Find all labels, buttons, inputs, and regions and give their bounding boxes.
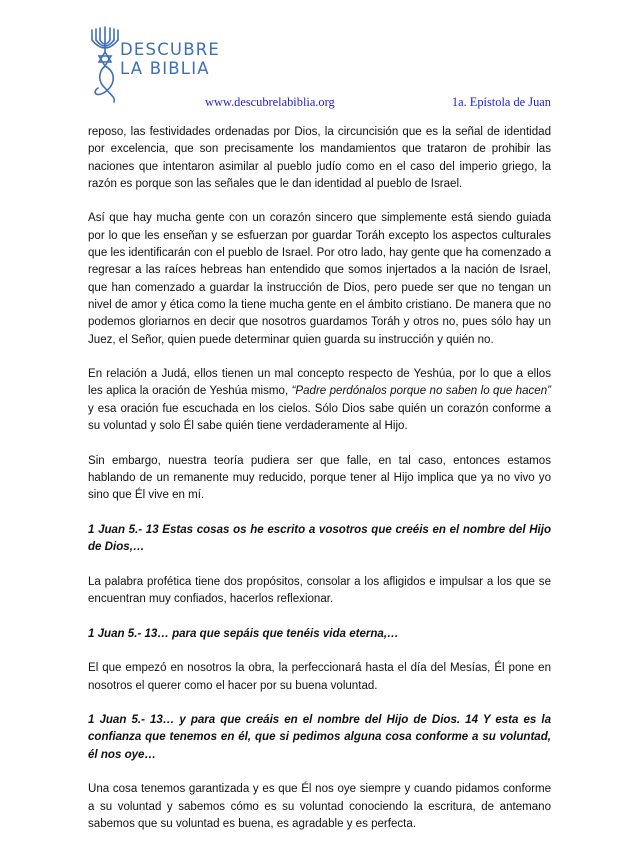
paragraph: Una cosa tenemos garantizada y es que Él nos oye siempre y cuando pidamos conforme a su voluntad y sabemos cómo es su voluntad conociendo la escritura, de antemano sabemos que su voluntad es buena, es agradable y es perfecta. xyxy=(88,783,551,830)
paragraph: Sin embargo, nuestra teoría pudiera ser que falle, en tal caso, entonces estamos hablando de un remanente muy reducido, porque tener al Hijo implica que ya no vivo yo sino que Él vive en mí. xyxy=(88,454,551,502)
logo-wordmark xyxy=(120,40,220,78)
logo-line-1: DESCUBRE xyxy=(120,40,221,59)
page-header xyxy=(88,95,551,111)
paragraph: reposo, las festividades ordenadas por Dios, la circuncisión que es la señal de identidad por excelencia, que son precisamente los mandamientos que trataron de prohibir las naciones que intentaron asimilar al pueblo judío como en el caso del imperio griego, la razón es porque son las señales que le dan identidad al pueblo de Israel. xyxy=(88,126,551,190)
site-url: www.descubrelabiblia.org xyxy=(205,95,335,109)
logo-line-2: LA BIBLIA xyxy=(120,59,210,78)
paragraph-text: y esa oración fue escuchada en los cielos. Sólo Dios sabe quién un corazón conforme a su voluntad y solo Él sabe quién tiene verdaderamente al Hijo. xyxy=(88,402,551,433)
paragraph: El que empezó en nosotros la obra, la perfeccionará hasta el día del Mesías, Él pone en nosotros el querer como el hacer por su buena voluntad. xyxy=(88,662,551,692)
paragraph-text: En relación a Judá, ellos tienen un mal concepto respecto de Yeshúa, por lo que a ellos les aplica la oración de Yeshúa mismo, xyxy=(88,368,551,398)
menorah-fish-icon xyxy=(88,26,122,104)
quoted-prayer: “Padre perdónalos porque no saben lo que hacen” xyxy=(291,385,551,398)
site-logo xyxy=(88,26,228,104)
verse-citation: 1 Juan 5.- 13… para que sepáis que tenéis vida eterna,… xyxy=(88,627,399,640)
paragraph xyxy=(88,366,551,435)
book-title: 1a. Epístola de Juan xyxy=(451,95,551,109)
verse-citation: 1 Juan 5.- 13 Estas cosas os he escrito a vosotros que creéis en el nombre del Hijo de Dios,… xyxy=(88,523,551,554)
paragraph: Así que hay mucha gente con un corazón sincero que simplemente está siendo guiada por lo que les enseñan y se esfuerzan por guardar Toráh excepto los aspectos culturales que les identificarán con el pueblo de Israel. Por otro lado, hay gente que ha comenzado a regresar a las raíces hebreas han entendido que somos injertados a la nación de Israel, que han comenzado a guardar la instrucción de Dios, pero puede ser que no tengan un nivel de amor y ética como la tiene mucha gente en el ámbito cristiano. De manera que no podemos gloriarnos en decir que nosotros guardamos Toráh y otros no, pues sólo hay un Juez, el Señor, quien puede determinar quien guarda su instrucción y quién no. xyxy=(88,212,551,346)
document-body xyxy=(88,124,551,850)
verse-citation: 1 Juan 5.- 13… y para que creáis en el nombre del Hijo de Dios. 14 Y esta es la confianza que tenemos en él, que si pedimos alguna cosa conforme a su voluntad, él nos oye… xyxy=(88,714,551,761)
paragraph: La palabra profética tiene dos propósitos, consolar a los afligidos e impulsar a los que se encuentran muy confiados, hacerlos reflexionar. xyxy=(88,575,551,606)
